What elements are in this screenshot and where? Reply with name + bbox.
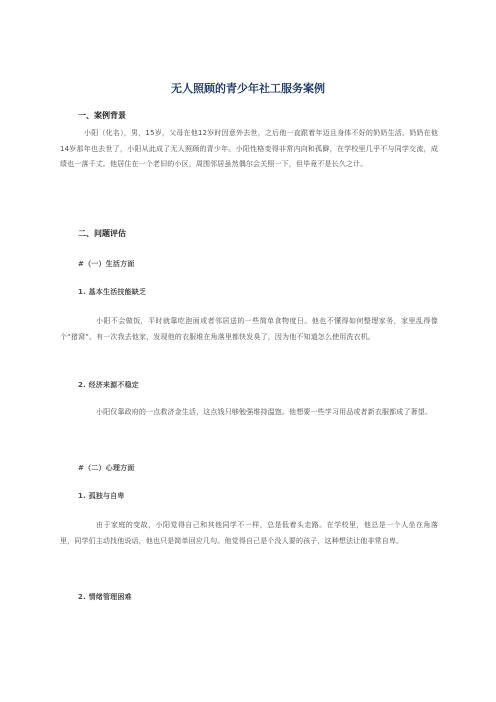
subsection-psychology: #（二）心理方面 bbox=[78, 464, 135, 472]
item-economy-paragraph: 小阳仅靠政府的一点救济金生活，这点钱只够勉强维持温饱。他想要一些学习用品或者新衣服都成了奢望。 bbox=[96, 408, 433, 416]
item-basic-skills-paragraph: 小阳不会做饭，平时就靠吃泡面或者邻居送的一些简单食物度日。他也不懂得如何整理家务，家里乱得像个“猪窝”。有一次我去他家，发现他的衣服堆在角落里都快发臭了，因为他不知道怎么使用洗衣机。 bbox=[60, 317, 438, 341]
background-paragraph: 小阳（化名），男，15岁，父母在他12岁时因意外去世，之后他一直跟着年迈且身体不好的奶奶生活。奶奶在他14岁那年也去世了，小阳从此成了无人照顾的青少年。小阳性格变得非常内向和孤僻，在学校里几乎不与同学交流，成绩也一落千丈。他居住在一个老旧的小区，周围邻居虽然偶尔会关照一下，但毕竟不是长久之计。 bbox=[60, 129, 438, 168]
document-title: 无人照顾的青少年社工服务案例 bbox=[171, 82, 325, 95]
subsection-life: #（一）生活方面 bbox=[78, 260, 135, 268]
item-basic-skills-title: 1. 基本生活技能缺乏 bbox=[78, 288, 147, 296]
section-heading-background: 一、案例背景 bbox=[78, 111, 126, 120]
item-loneliness-title: 1. 孤独与自卑 bbox=[78, 492, 125, 500]
section-heading-assessment: 二、问题评估 bbox=[78, 229, 126, 238]
item-economy-title: 2. 经济来源不稳定 bbox=[78, 381, 139, 389]
item-emotion-title: 2. 情绪管理困难 bbox=[78, 593, 132, 601]
item-loneliness-paragraph: 由于家庭的变故，小阳觉得自己和其他同学不一样，总是低着头走路。在学校里，他总是一个人坐在角落里，同学们主动找他说话，他也只是简单回应几句。他觉得自己是个没人要的孩子，这种想法让他非常自卑。 bbox=[60, 521, 438, 545]
